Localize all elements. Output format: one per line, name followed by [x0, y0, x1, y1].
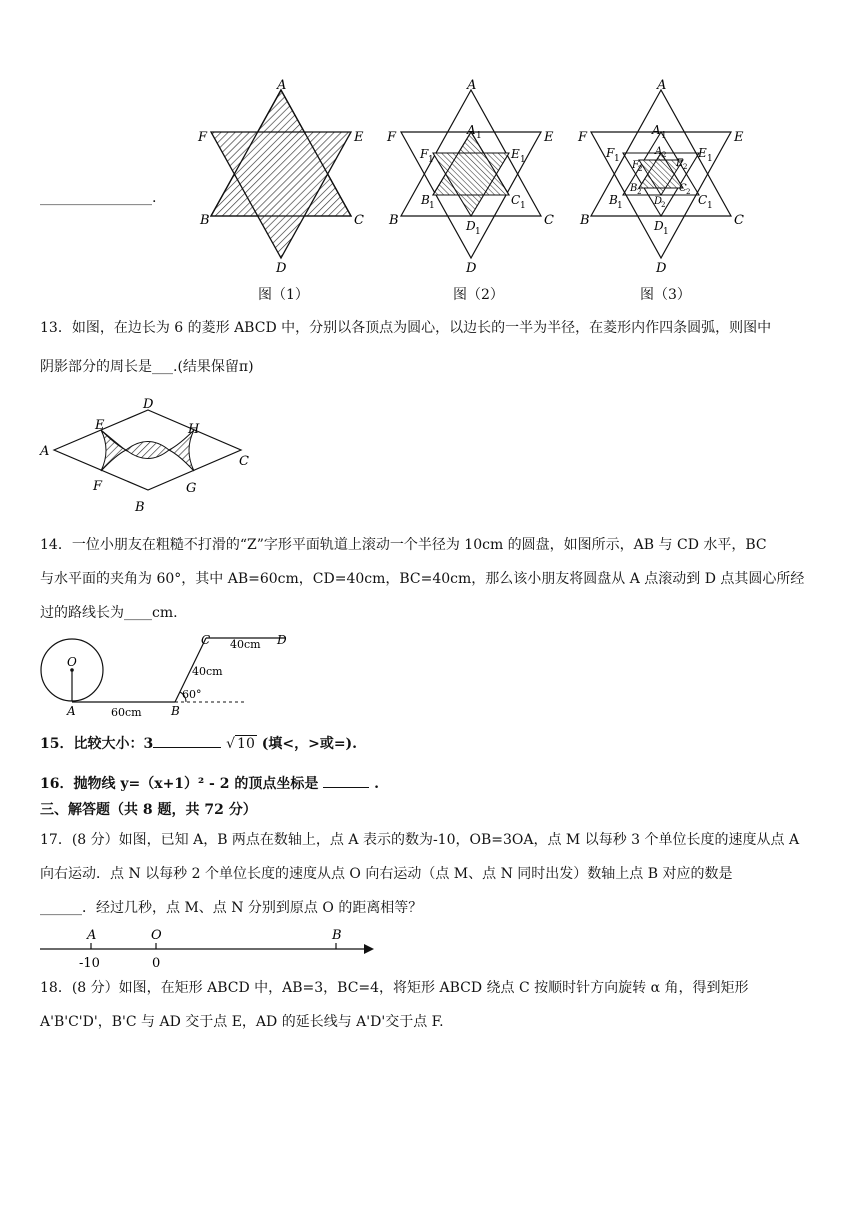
label-H: H [188, 422, 200, 437]
label-F: F [198, 130, 208, 145]
svg-text:1: 1 [614, 154, 620, 164]
q18-text-line2: A'B'C'D'，B'C 与 AD 交于点 E，AD 的延长线与 A'D'交于点 F. [40, 1014, 444, 1030]
label-angle: 60° [182, 688, 202, 701]
svg-text:1: 1 [429, 201, 435, 211]
svg-text:1: 1 [661, 131, 667, 141]
label-E1: E [511, 147, 520, 161]
q15-prefix: 15．比较大小：3 [40, 736, 154, 752]
label-cd-length: 40cm [230, 638, 261, 651]
label-A2: A [655, 146, 663, 157]
fig3-caption: 图（3） [640, 287, 691, 303]
label-D: D [466, 261, 477, 276]
svg-text:1: 1 [476, 131, 482, 141]
label-D: D [277, 633, 287, 647]
svg-text:2: 2 [638, 165, 643, 173]
svg-text:2: 2 [637, 188, 642, 196]
label-C: C [239, 454, 249, 469]
label-C: C [544, 213, 554, 228]
svg-text:1: 1 [428, 155, 434, 165]
label-ab-length: 60cm [111, 706, 142, 719]
svg-text:2: 2 [686, 188, 691, 196]
q13-text-line1: 13．如图，在边长为 6 的菱形 ABCD 中，分别以各顶点为圆心，以边长的一半为半径，在菱形内作四条圆弧，则图中 [40, 320, 772, 336]
label-O: O [151, 928, 162, 943]
label-O: O [67, 655, 77, 669]
svg-text:1: 1 [707, 201, 713, 211]
q14-text-line2: 与水平面的夹角为 60°，其中 AB=60cm，CD=40cm，BC=40cm，那么该小朋友将圆盘从 A 点滚动到 D 点其圆心所经 [40, 571, 805, 587]
q16-prefix: 16．抛物线 y=（x+1）² - 2 的顶点坐标是 [40, 776, 319, 792]
label-A: A [67, 704, 76, 718]
label-E2: E [676, 158, 684, 169]
q18-text-line1: 18．(8 分）如图，在矩形 ABCD 中，AB=3，BC=4，将矩形 ABCD 绕点 C 按顺时针方向旋转 α 角，得到矩形 [40, 980, 749, 996]
label-E: E [734, 130, 744, 145]
q12-figure-1 [190, 78, 370, 278]
svg-text:2: 2 [661, 201, 666, 209]
svg-text:1: 1 [520, 201, 526, 211]
label-C: C [354, 213, 364, 228]
label-A: A [277, 78, 287, 93]
label-D: D [143, 397, 154, 412]
label-A: A [657, 78, 667, 93]
svg-text:1: 1 [520, 155, 526, 165]
q15-suffix: (填<，>或=). [261, 736, 358, 752]
label-B: B [135, 500, 145, 515]
q16-suffix: . [374, 776, 379, 792]
q14-text-line3: 过的路线长为____cm. [40, 605, 178, 621]
label-A: A [40, 444, 50, 459]
label-C1: C [511, 193, 521, 207]
label-D2: D [654, 196, 663, 207]
label-E: E [544, 130, 554, 145]
label-B: B [171, 704, 180, 718]
q17-text-line2: 向右运动．点 N 以每秒 2 个单位长度的速度从点 O 向右运动（点 M、点 N 同时出发）数轴上点 B 对应的数是 [40, 866, 733, 882]
label-B: B [332, 928, 342, 943]
svg-text:1: 1 [663, 227, 669, 237]
sqrt-icon: √ [226, 736, 236, 752]
label-B1: B [421, 193, 430, 207]
label-B: B [200, 213, 210, 228]
q12-figure-3 [572, 78, 752, 278]
q15-radicand: 10 [237, 736, 255, 752]
label-bc-length: 40cm [192, 665, 223, 678]
section-3-title: 三、解答题（共 8 题，共 72 分） [40, 802, 257, 818]
label-F: F [387, 130, 397, 145]
svg-text:2: 2 [683, 163, 688, 171]
value-A: -10 [79, 956, 100, 971]
label-F: F [93, 479, 103, 494]
q12-figure-2 [383, 78, 563, 278]
q13-rhombus-figure [36, 393, 256, 515]
q13-text-line2: 阴影部分的周长是___.(结果保留π) [40, 359, 254, 375]
label-B1: B [609, 193, 618, 207]
label-E: E [354, 130, 364, 145]
label-A1: A [467, 123, 476, 137]
label-A: A [467, 78, 477, 93]
value-O: 0 [152, 956, 161, 971]
svg-text:1: 1 [475, 227, 481, 237]
label-F: F [578, 130, 588, 145]
q15-answer-blank [153, 733, 221, 748]
label-B: B [580, 213, 590, 228]
svg-text:2: 2 [662, 151, 667, 159]
label-C1: C [698, 193, 708, 207]
label-E: E [95, 418, 105, 433]
label-A1: A [652, 123, 661, 137]
label-G: G [186, 481, 197, 496]
label-C: C [201, 633, 211, 647]
label-F1: F [420, 147, 429, 161]
label-D1: D [466, 219, 476, 233]
q16-line [40, 773, 379, 794]
q17-number-line [36, 922, 381, 972]
svg-text:1: 1 [617, 201, 623, 211]
label-E1: E [698, 146, 707, 160]
label-A: A [87, 928, 97, 943]
label-F2: F [632, 160, 639, 171]
label-C2: C [679, 183, 687, 194]
q12-answer-blank: ________________. [40, 190, 157, 206]
label-F1: F [606, 146, 615, 160]
label-D1: D [654, 219, 664, 233]
q16-answer-blank [323, 773, 369, 788]
label-B2: B [630, 183, 638, 194]
q17-text-line1: 17．(8 分）如图，已知 A，B 两点在数轴上，点 A 表示的数为-10，OB=3OA，点 M 以每秒 3 个单位长度的速度从点 A [40, 832, 800, 848]
label-C: C [734, 213, 744, 228]
label-D: D [276, 261, 287, 276]
q15-line [40, 733, 357, 754]
q14-text-line1: 14．一位小朋友在粗糙不打滑的“Z”字形平面轨道上滚动一个半径为 10cm 的圆盘，如图所示，AB 与 CD 水平，BC [40, 537, 767, 553]
q14-track-figure [36, 630, 296, 722]
label-D: D [656, 261, 667, 276]
fig1-caption: 图（1） [258, 287, 309, 303]
fig2-caption: 图（2） [453, 287, 504, 303]
q17-text-line3: ______．经过几秒，点 M、点 N 分别到原点 O 的距离相等？ [40, 900, 423, 916]
svg-text:1: 1 [707, 154, 713, 164]
label-B: B [389, 213, 399, 228]
